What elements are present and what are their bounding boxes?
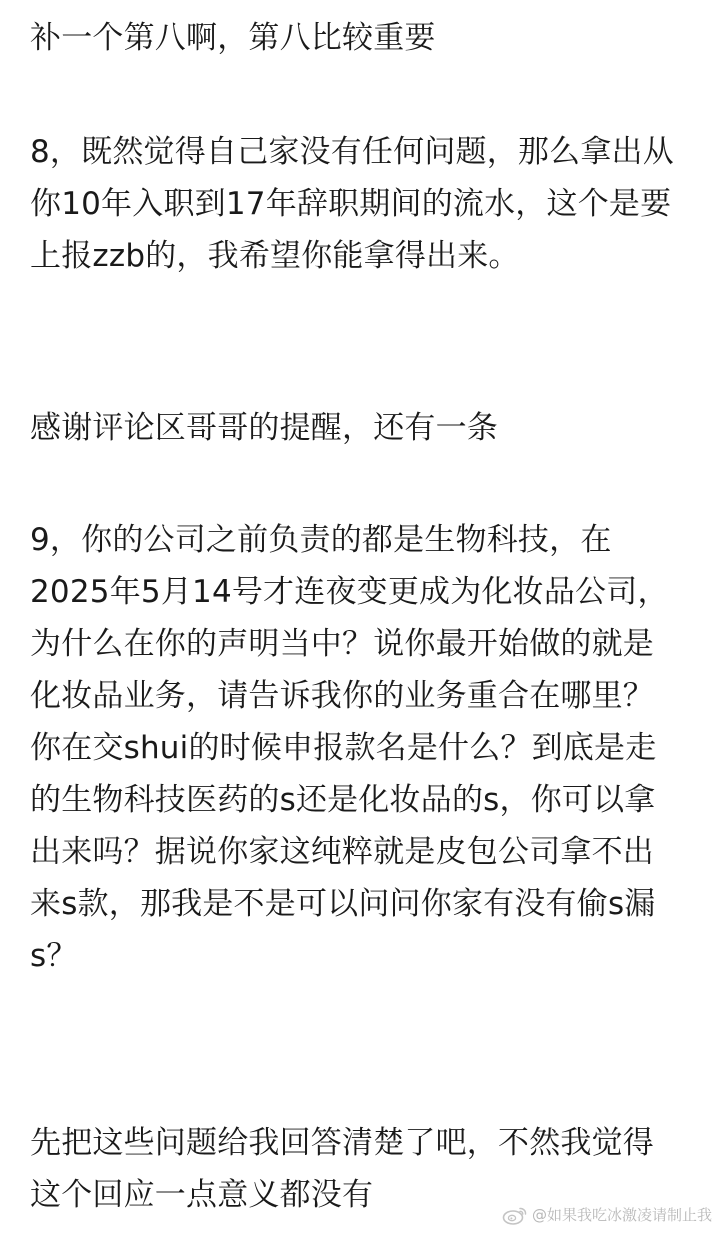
paragraph-point-eight bbox=[30, 126, 702, 282]
paragraph-supplement-eight bbox=[30, 12, 702, 64]
text-line: 感谢评论区哥哥的提醒，还有一条 bbox=[30, 410, 498, 446]
text-line: 2025年5月14号才连夜变更成为化妆品公司， bbox=[30, 574, 669, 610]
text-line: 你在交shui的时候申报款名是什么？到底是走 bbox=[30, 730, 657, 766]
text-line: 来s款，那我是不是可以问问你家有没有偷s漏 bbox=[30, 886, 656, 922]
text-line: 9，你的公司之前负责的都是生物科技，在 bbox=[30, 522, 612, 558]
weibo-watermark bbox=[502, 1204, 712, 1225]
text-line: 8，既然觉得自己家没有任何问题，那么拿出从 bbox=[30, 134, 674, 170]
text-line: 的生物科技医药的s还是化妆品的s，你可以拿 bbox=[30, 782, 656, 818]
text-line: 先把这些问题给我回答清楚了吧，不然我觉得 bbox=[30, 1125, 654, 1161]
text-line: 为什么在你的声明当中？说你最开始做的就是 bbox=[30, 626, 654, 662]
text-line: 补一个第八啊，第八比较重要 bbox=[30, 20, 436, 56]
text-line: 化妆品业务，请告诉我你的业务重合在哪里？ bbox=[30, 678, 654, 714]
paragraph-point-nine bbox=[30, 514, 702, 982]
watermark-username: @如果我吃冰激凌请制止我 bbox=[531, 1206, 712, 1224]
paragraph-thanks bbox=[30, 402, 702, 454]
text-line: 上报zzb的，我希望你能拿得出来。 bbox=[30, 238, 520, 274]
text-line: 你10年入职到17年辞职期间的流水，这个是要 bbox=[30, 186, 672, 222]
weibo-icon bbox=[502, 1205, 528, 1225]
text-line: 出来吗？据说你家这纯粹就是皮包公司拿不出 bbox=[30, 834, 654, 870]
text-line: s？ bbox=[30, 938, 78, 974]
text-line: 这个回应一点意义都没有 bbox=[30, 1177, 374, 1213]
